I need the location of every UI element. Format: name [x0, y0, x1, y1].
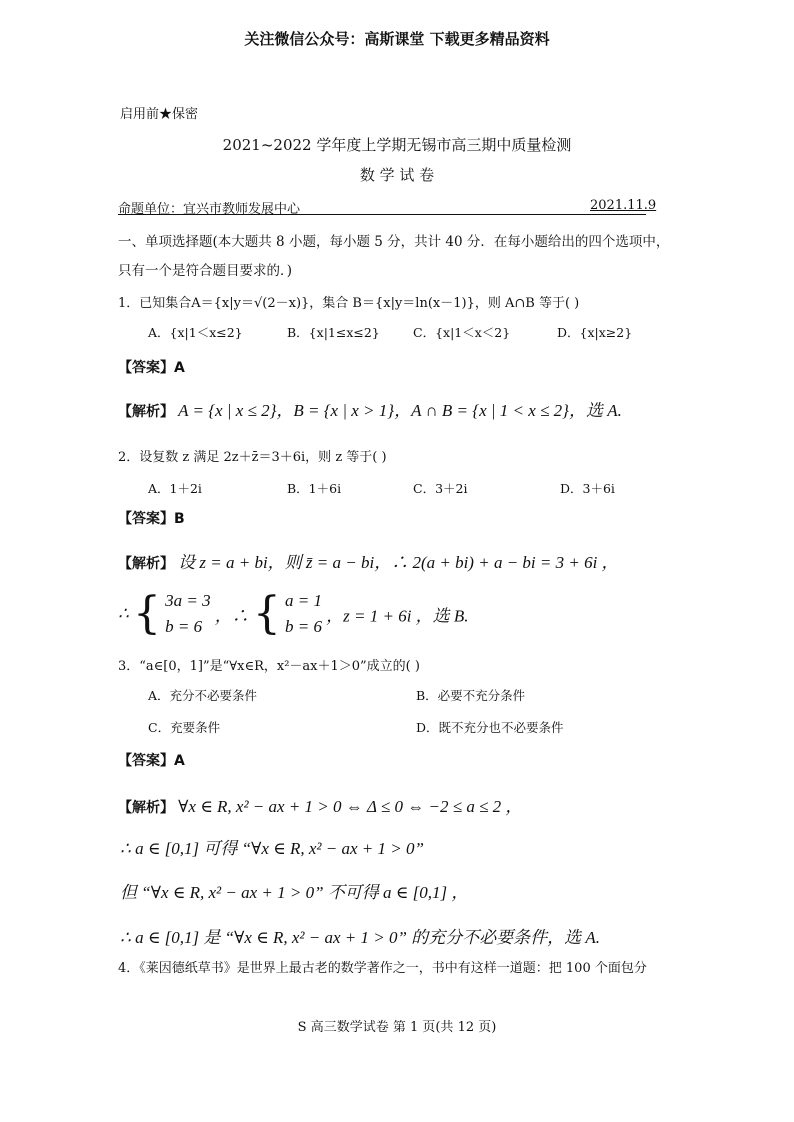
q2-analysis-system [118, 588, 469, 640]
q1-analysis-tag: 【解析】 [118, 404, 174, 420]
q2-stem: 2．设复数 z 满足 2z＋z̄＝3＋6i，则 z 等于( ) [118, 450, 387, 465]
q3-analysis-text-4: ∴ a ∈ [0,1] 是 “∀x ∈ R, x² − ax + 1 > 0” 的充分不必要条件，选 A. [120, 928, 601, 947]
q1-option-d: D．{x|x≥2} [557, 325, 633, 340]
q3-option-a: A．充分不必要条件 [148, 688, 258, 703]
q2-option-a: A．1＋2i [148, 481, 202, 496]
q2-option-c: C．3＋2i [413, 481, 468, 496]
q1-option-b: B．{x|1≤x≤2} [287, 325, 380, 340]
q1-option-c: C．{x|1＜x＜2} [413, 325, 511, 340]
q3-option-b: B．必要不充分条件 [416, 688, 526, 703]
left-brace-icon: { [132, 588, 161, 639]
q2-answer: 【答案】B [118, 511, 185, 527]
q3-analysis-line1 [118, 792, 522, 817]
system-2-top: a = 1 [285, 591, 322, 610]
q3-stem: 3．“a∈[0，1]”是“∀x∈R，x²－ax＋1＞0”成立的( ) [118, 659, 420, 674]
system-conclusion: ，z = 1 + 6i ，选 B. [326, 606, 469, 626]
q2-analysis-text: 设 z = a + bi，则 z̄ = a − bi，∴ 2(a + bi) + a − bi = 3 + 6i ， [178, 553, 619, 572]
header-rule [118, 214, 646, 215]
q1-analysis-text: A = {x | x ≤ 2}，B = {x | x > 1}，A ∩ B = {x | 1 < x ≤ 2}，选 A. [178, 401, 622, 420]
q3-analysis-text-2: ∴ a ∈ [0,1] 可得 “∀x ∈ R, x² − ax + 1 > 0” [120, 839, 424, 858]
q2-analysis-tag: 【解析】 [118, 556, 174, 572]
q4-stem: 4．《莱因德纸草书》是世界上最古老的数学著作之一，书中有这样一道题：把 100 个面包分 [118, 961, 647, 976]
q2-option-d: D．3＋6i [560, 481, 615, 496]
system-connector: ，∴ [214, 606, 249, 626]
section-instruction-1: 一、单项选择题(本大题共 8 小题，每小题 5 分，共计 40 分．在每小题给出的四个选项中， [118, 234, 670, 250]
q3-answer: 【答案】A [118, 753, 185, 769]
exam-date: 2021.11.9 [590, 198, 657, 213]
q3-option-c: C．充要条件 [148, 720, 221, 735]
q1-answer: 【答案】A [118, 360, 185, 376]
exam-title: 2021~2022 学年度上学期无锡市高三期中质量检测 [222, 136, 572, 154]
q3-analysis-text-3: 但 “∀x ∈ R, x² − ax + 1 > 0” 不可得 a ∈ [0,1] ， [120, 883, 469, 902]
author-unit: 命题单位：宜兴市教师发展中心 [118, 202, 301, 217]
q3-analysis-tag: 【解析】 [118, 800, 174, 816]
system-1-bottom: b = 6 [165, 617, 203, 636]
q2-option-b: B．1＋6i [287, 481, 342, 496]
header-banner: 关注微信公众号：高斯课堂 下载更多精品资料 [244, 30, 550, 48]
q1-option-a: A．{x|1＜x≤2} [148, 325, 243, 340]
q3-analysis-text-1: ∀x ∈ R, x² − ax + 1 > 0 ⇔ Δ ≤ 0 ⇔ −2 ≤ a ≤ 2 ， [178, 797, 523, 816]
left-brace-icon: { [252, 588, 281, 639]
page-footer: S 高三数学试卷 第 1 页(共 12 页) [297, 1020, 497, 1035]
system-2-bottom: b = 6 [285, 617, 322, 636]
top-label: 启用前★保密 [120, 107, 199, 122]
equation-system-2 [285, 588, 322, 640]
q3-option-d: D．既不充分也不必要条件 [416, 720, 564, 735]
exam-subtitle: 数 学 试 卷 [359, 166, 435, 184]
system-1-top: 3a = 3 [165, 591, 211, 610]
q2-analysis-line1 [118, 548, 619, 573]
q1-stem: 1．已知集合A＝{x|y＝√(2－x)}，集合 B＝{x|y＝ln(x－1)}，则 A∩B 等于( ) [118, 296, 580, 311]
equation-system-1 [165, 588, 210, 640]
section-instruction-2: 只有一个是符合题目要求的．) [118, 263, 293, 279]
q1-analysis [118, 396, 622, 421]
therefore-symbol: ∴ [118, 604, 129, 623]
